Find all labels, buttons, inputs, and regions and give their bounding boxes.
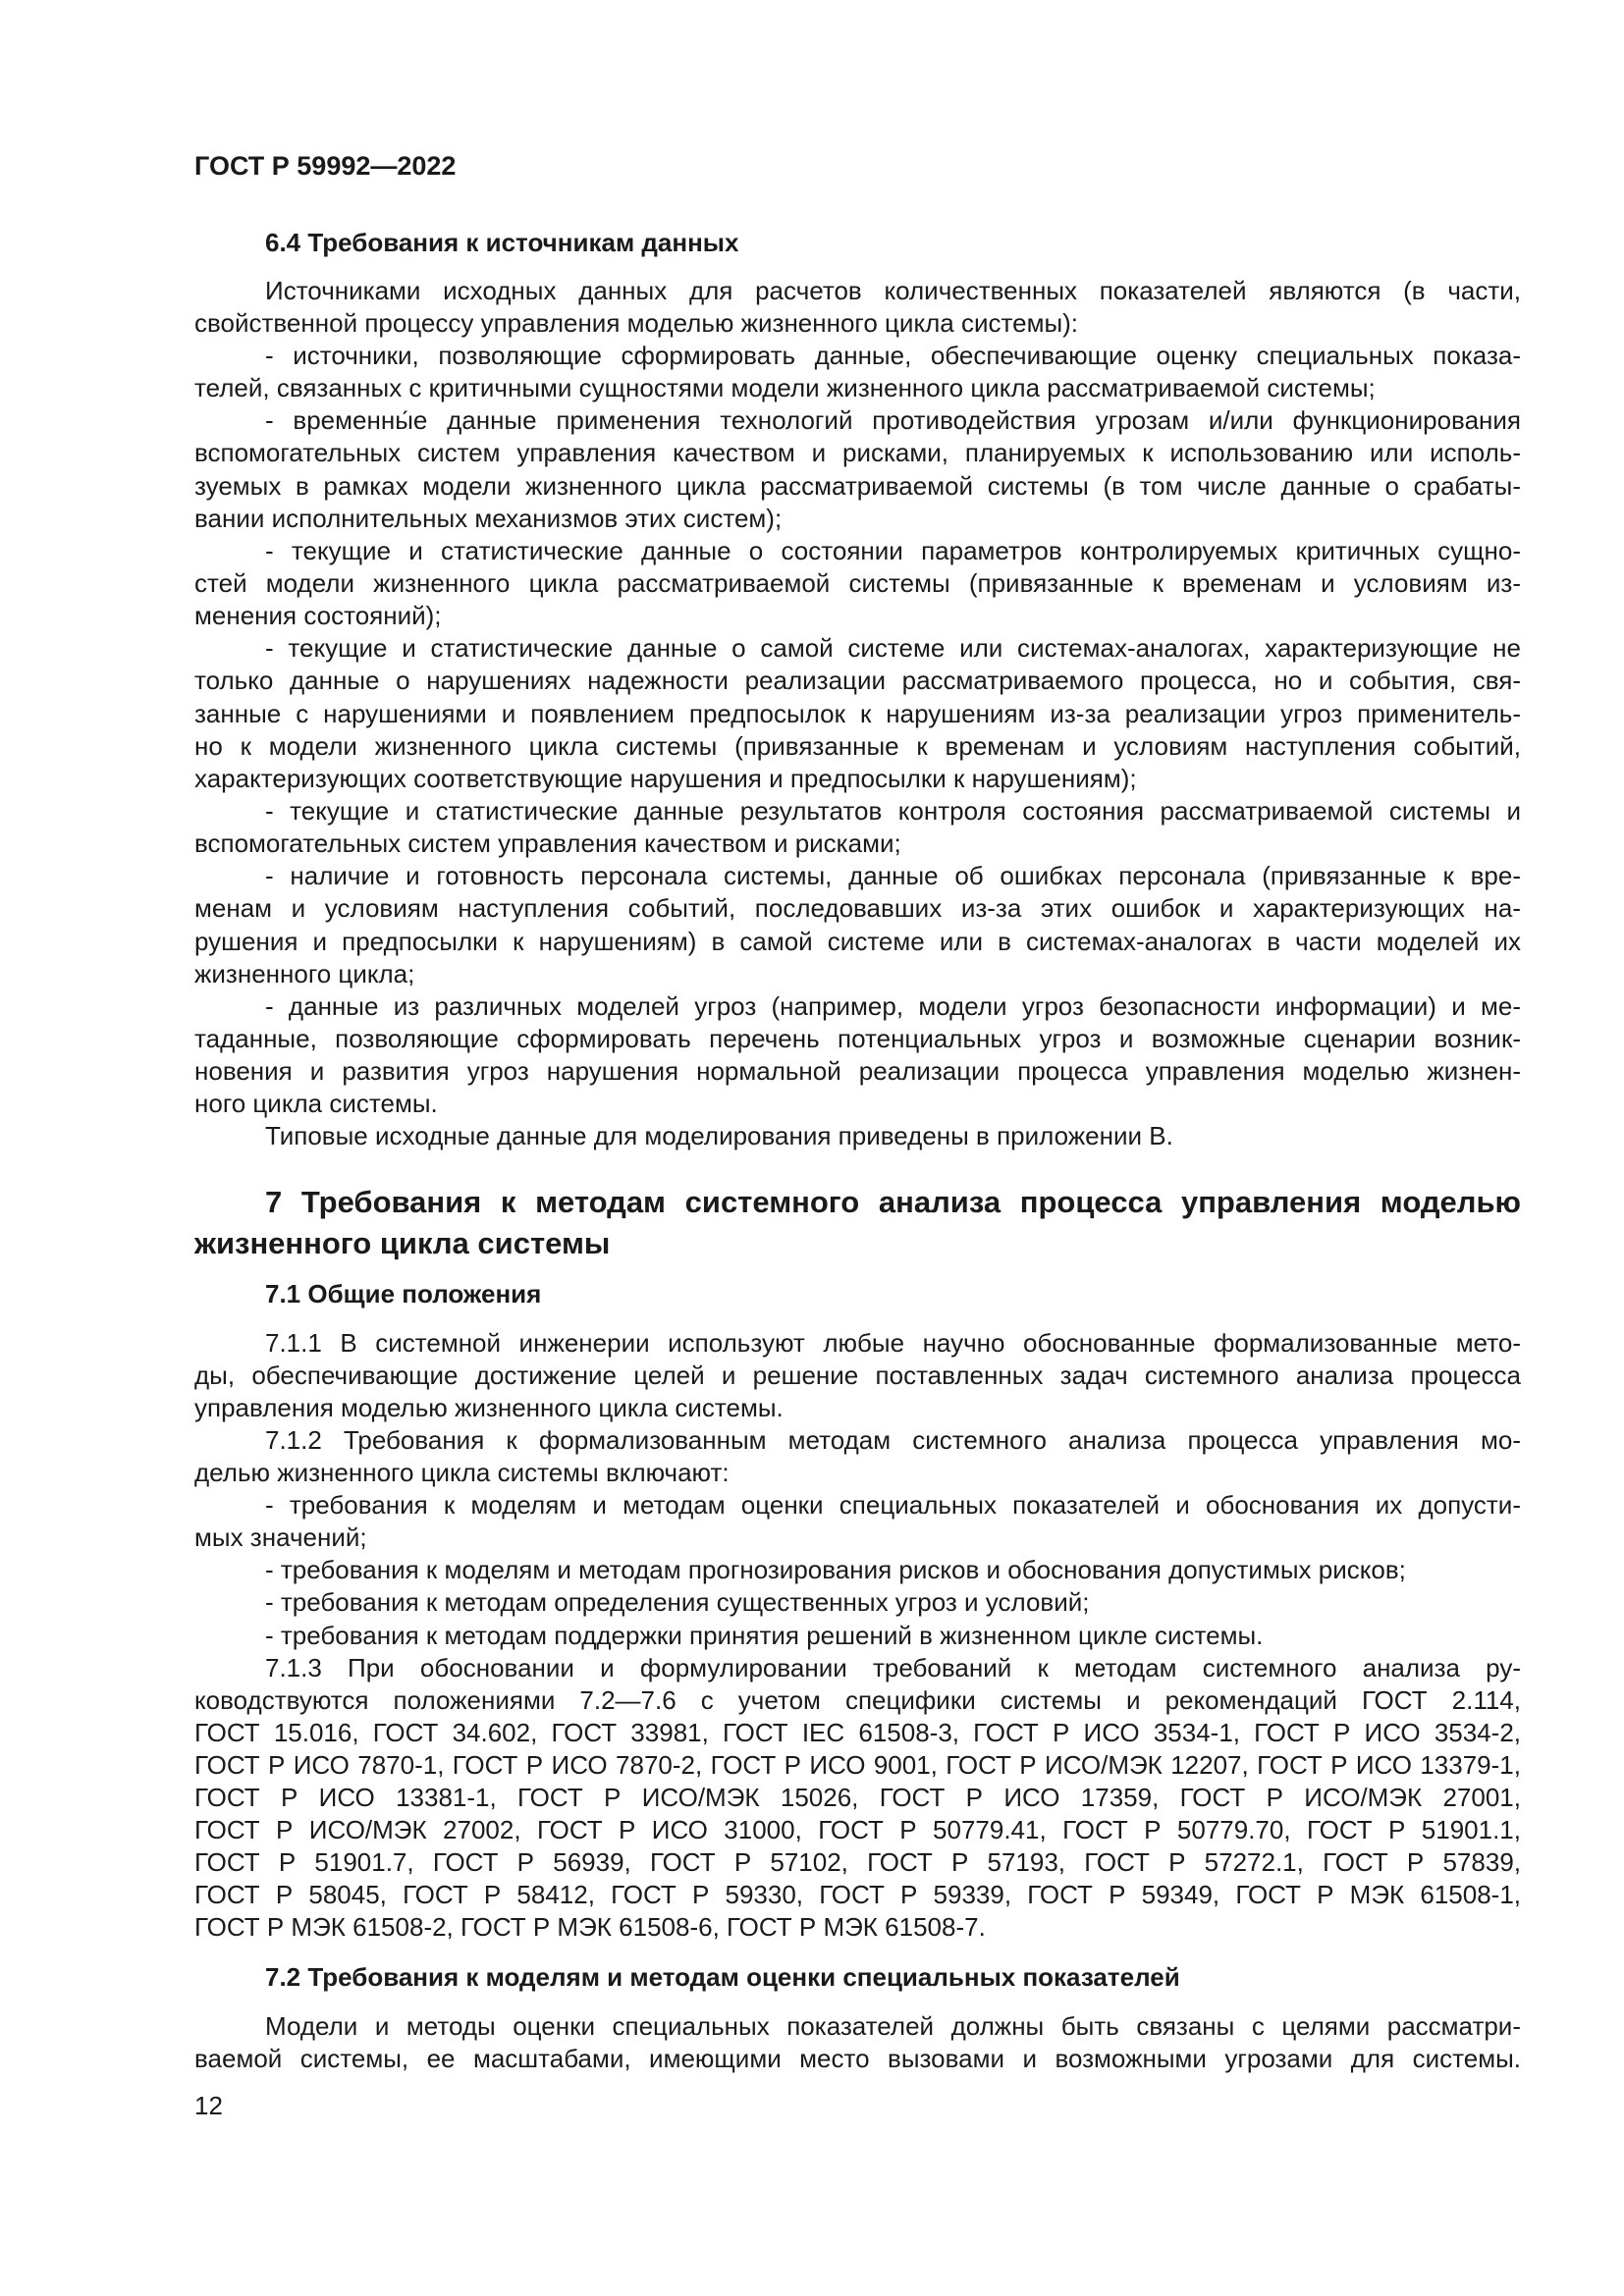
text-line: жизненного цикла; — [194, 958, 415, 988]
text-line: но к модели жизненного цикла системы (привязанные к временам и условиям наступления событий, — [194, 730, 1521, 761]
text-line: делью жизненного цикла системы включают: — [194, 1458, 730, 1488]
text-line: ГОСТ Р ИСО 7870-1, ГОСТ Р ИСО 7870-2, ГОСТ Р ИСО 9001, ГОСТ Р ИСО/МЭК 12207, ГОСТ Р ИСО 13379-1, — [194, 1749, 1521, 1780]
text-line: таданные, позволяющие сформировать перечень потенциальных угроз и возможные сценарии возник- — [194, 1023, 1521, 1053]
text-line: - требования к моделям и методам прогнозирования рисков и обоснования допустимых рисков; — [265, 1555, 1406, 1585]
page-number: 12 — [194, 2091, 223, 2120]
text-line: Типовые исходные данные для моделирования приведены в приложении В. — [265, 1121, 1173, 1151]
section-7-1-heading: 7.1 Общие положения — [265, 1279, 542, 1308]
text-line: ГОСТ Р МЭК 61508-2, ГОСТ Р МЭК 61508-6, ГОСТ Р МЭК 61508-7. — [194, 1912, 986, 1943]
text-line: - источники, позволяющие сформировать данные, обеспечивающие оценку специальных показа- — [265, 340, 1521, 370]
text-line: - наличие и готовность персонала системы, данные об ошибках персонала (привязанные к вре- — [265, 861, 1521, 891]
list-item — [194, 795, 1521, 860]
paragraph — [194, 275, 1521, 340]
text-line: вспомогательных систем управления качеством и рисками; — [194, 828, 901, 859]
text-line: ГОСТ Р ИСО 13381-1, ГОСТ Р ИСО/МЭК 15026, ГОСТ Р ИСО 17359, ГОСТ Р ИСО/МЭК 27001, — [194, 1783, 1521, 1812]
list-item — [194, 1489, 1521, 1554]
text-line: характеризующих соответствующие нарушения и предпосылки к нарушениям); — [194, 763, 1137, 793]
heading-line: жизненного цикла системы — [194, 1226, 611, 1261]
text-line: ного цикла системы. — [194, 1089, 438, 1119]
list-item — [194, 404, 1521, 535]
text-line: зуемых в рамках модели жизненного цикла рассматриваемой системы (в том числе данные о срабаты- — [194, 470, 1521, 501]
text-line: стей модели жизненного цикла рассматриваемой системы (привязанные к временам и условиям из- — [194, 567, 1521, 598]
text-line: только данные о нарушениях надежности реализации рассматриваемого процесса, но и события, свя- — [194, 666, 1521, 696]
text-line: Модели и методы оценки специальных показателей должны быть связаны с целями рассматри- — [265, 2010, 1521, 2041]
text-line: ды, обеспечивающие достижение целей и решение поставленных задач системного анализа процесса — [194, 1360, 1521, 1390]
text-line: ководствуются положениями 7.2—7.6 с учетом специфики системы и рекомендаций ГОСТ 2.114, — [194, 1684, 1521, 1715]
heading-line: 7 Требования к методам системного анализа процесса управления моделью — [265, 1185, 1521, 1220]
text-line: Источниками исходных данных для расчетов количественных показателей являются (в части, — [265, 275, 1521, 305]
text-line: - требования к методам поддержки принятия решений в жизненном цикле системы. — [265, 1620, 1264, 1650]
paragraph — [194, 1652, 1521, 1945]
list-item — [194, 340, 1521, 404]
section-7-1-body — [194, 1327, 1521, 1945]
section-7-2-heading: 7.2 Требования к моделям и методам оценки специальных показателей — [265, 1962, 1180, 1993]
section-6-4-body — [194, 275, 1521, 1153]
text-line: занные с нарушениями и появлением предпосылок к нарушениям из-за реализации угроз применитель- — [194, 698, 1521, 728]
text-line: ГОСТ Р 51901.7, ГОСТ Р 56939, ГОСТ Р 57102, ГОСТ Р 57193, ГОСТ Р 57272.1, ГОСТ Р 57839, — [194, 1847, 1521, 1878]
section-7-heading — [194, 1182, 1521, 1264]
text-line: ГОСТ Р 58045, ГОСТ Р 58412, ГОСТ Р 59330, ГОСТ Р 59339, ГОСТ Р 59349, ГОСТ Р МЭК 61508-1, — [194, 1880, 1521, 1910]
list-item — [194, 535, 1521, 632]
paragraph — [194, 2010, 1521, 2075]
text-line: менам и условиям наступления событий, последовавших из-за этих ошибок и характеризующих на- — [194, 893, 1521, 924]
list-item — [194, 990, 1521, 1121]
text-line: свойственной процессу управления моделью жизненного цикла системы): — [194, 307, 1079, 338]
text-line: вании исполнительных механизмов этих систем); — [194, 503, 783, 533]
text-line: новения и развития угроз нарушения нормальной реализации процесса управления моделью жизнен- — [194, 1056, 1521, 1087]
list-item — [194, 632, 1521, 795]
list-item — [194, 1620, 1521, 1652]
text-line: - данные из различных моделей угроз (например, модели угроз безопасности информации) и ме- — [265, 990, 1521, 1021]
list-item — [194, 860, 1521, 990]
paragraph — [194, 1120, 1521, 1152]
section-7-2-body — [194, 2010, 1521, 2075]
text-line: - временны́е данные применения технологий противодействия угрозам и/или функционирования — [265, 405, 1521, 436]
text-line: - текущие и статистические данные результатов контроля состояния рассматриваемой системы и — [265, 795, 1521, 826]
paragraph — [194, 1327, 1521, 1424]
text-line: 7.1.3 При обосновании и формулировании требований к методам системного анализа ру- — [265, 1652, 1521, 1682]
text-line: управления моделью жизненного цикла системы. — [194, 1392, 784, 1422]
text-line: ГОСТ 15.016, ГОСТ 34.602, ГОСТ 33981, ГОСТ IEC 61508-3, ГОСТ Р ИСО 3534-1, ГОСТ Р ИСО 3534-2, — [194, 1717, 1521, 1747]
paragraph — [194, 1424, 1521, 1489]
text-line: мых значений; — [194, 1522, 367, 1553]
text-line: телей, связанных с критичными сущностями модели жизненного цикла рассматриваемой системы; — [194, 373, 1376, 403]
text-line: рушения и предпосылки к нарушениям) в самой системе или в системах-аналогах в части моделей их — [194, 926, 1521, 956]
text-line: вспомогательных систем управления качеством и рисками, планируемых к использованию или исполь- — [194, 438, 1521, 468]
text-line: ваемой системы, ее масштабами, имеющими место вызовами и возможными угрозами для системы. — [194, 2043, 1521, 2073]
list-item — [194, 1554, 1521, 1586]
text-line: - текущие и статистические данные о состоянии параметров контролируемых критичных сущно- — [265, 535, 1521, 565]
text-line: 7.1.2 Требования к формализованным методам системного анализа процесса управления мо- — [265, 1424, 1521, 1455]
text-line: ГОСТ Р ИСО/МЭК 27002, ГОСТ Р ИСО 31000, ГОСТ Р 50779.41, ГОСТ Р 50779.70, ГОСТ Р 51901.1, — [194, 1815, 1521, 1845]
text-line: - требования к моделям и методам оценки специальных показателей и обоснования их допусти- — [265, 1490, 1521, 1521]
text-line: менения состояний); — [194, 601, 442, 631]
list-item — [194, 1586, 1521, 1619]
text-line: - текущие и статистические данные о самой системе или системах-аналогах, характеризующие не — [265, 633, 1521, 664]
text-line: - требования к методам определения существенных угроз и условий; — [265, 1587, 1090, 1618]
text-line: 7.1.1 В системной инженерии используют любые научно обоснованные формализованные мето- — [265, 1327, 1521, 1358]
section-6-4-heading: 6.4 Требования к источникам данных — [265, 228, 739, 257]
running-header: ГОСТ Р 59992—2022 — [194, 151, 457, 181]
